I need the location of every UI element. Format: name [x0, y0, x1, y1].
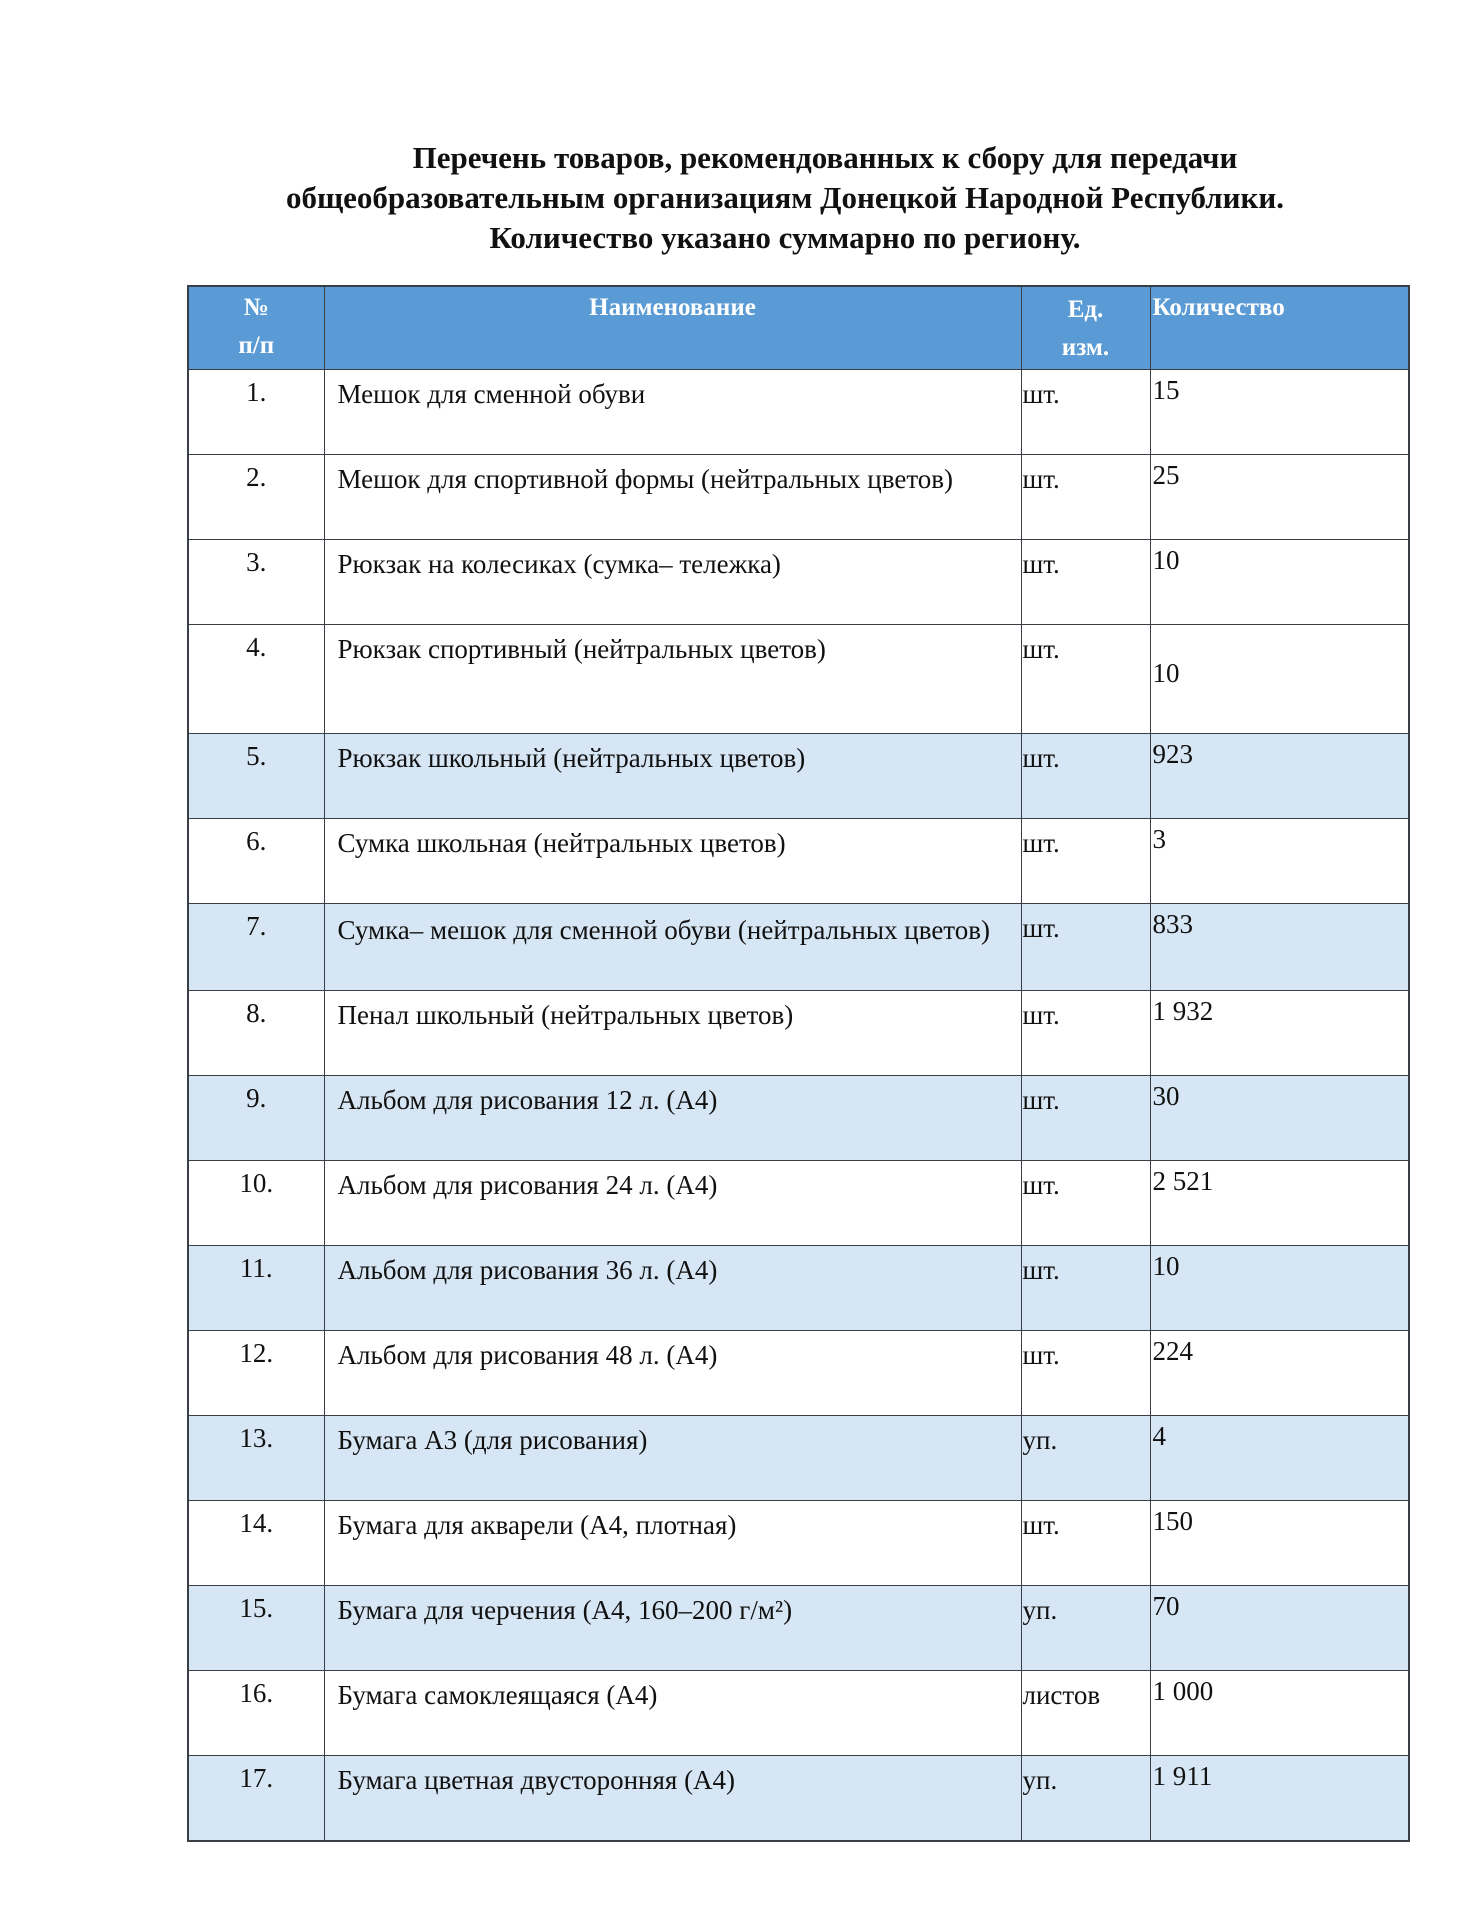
row-name: Бумага А3 (для рисования)	[324, 1416, 1021, 1501]
header-quantity: Количество	[1150, 286, 1409, 370]
row-number: 14.	[188, 1501, 324, 1586]
row-number: 17.	[188, 1756, 324, 1842]
row-unit: шт.	[1021, 1331, 1150, 1416]
row-unit: шт.	[1021, 991, 1150, 1076]
row-quantity: 10	[1150, 625, 1409, 734]
table-row	[188, 904, 1409, 991]
row-name: Альбом для рисования 48 л. (А4)	[324, 1331, 1021, 1416]
row-unit: уп.	[1021, 1756, 1150, 1842]
row-name: Альбом для рисования 24 л. (А4)	[324, 1161, 1021, 1246]
table-row	[188, 1501, 1409, 1586]
header-name: Наименование	[324, 286, 1021, 370]
row-number: 13.	[188, 1416, 324, 1501]
row-number: 6.	[188, 819, 324, 904]
row-unit: листов	[1021, 1671, 1150, 1756]
row-unit: шт.	[1021, 1501, 1150, 1586]
row-quantity: 10	[1150, 540, 1409, 625]
row-name: Рюкзак на колесиках (сумка– тележка)	[324, 540, 1021, 625]
row-quantity: 70	[1150, 1586, 1409, 1671]
row-quantity: 1 911	[1150, 1756, 1409, 1842]
row-number: 16.	[188, 1671, 324, 1756]
row-name: Альбом для рисования 12 л. (А4)	[324, 1076, 1021, 1161]
row-quantity: 1 932	[1150, 991, 1409, 1076]
row-number: 9.	[188, 1076, 324, 1161]
header-unit	[1021, 286, 1150, 370]
table-row	[188, 734, 1409, 819]
title-line-2: общеобразовательным организациям Донецкой Народной Республики.	[286, 180, 1284, 215]
row-quantity: 833	[1150, 904, 1409, 991]
row-name: Сумка школьная (нейтральных цветов)	[324, 819, 1021, 904]
table-row	[188, 1416, 1409, 1501]
table-row	[188, 991, 1409, 1076]
table-row	[188, 1331, 1409, 1416]
row-name: Бумага цветная двусторонняя (А4)	[324, 1756, 1021, 1842]
row-unit: шт.	[1021, 819, 1150, 904]
row-unit: шт.	[1021, 904, 1150, 991]
table-row	[188, 625, 1409, 734]
row-unit: шт.	[1021, 1161, 1150, 1246]
row-number: 15.	[188, 1586, 324, 1671]
goods-table	[187, 285, 1410, 1842]
row-quantity: 25	[1150, 455, 1409, 540]
row-name: Бумага для акварели (А4, плотная)	[324, 1501, 1021, 1586]
row-name: Бумага для черчения (А4, 160–200 г/м²)	[324, 1586, 1021, 1671]
row-number: 3.	[188, 540, 324, 625]
row-number: 10.	[188, 1161, 324, 1246]
row-name: Рюкзак школьный (нейтральных цветов)	[324, 734, 1021, 819]
row-number: 4.	[188, 625, 324, 734]
row-quantity: 30	[1150, 1076, 1409, 1161]
header-unit-line2: изм.	[1061, 334, 1110, 361]
row-unit: уп.	[1021, 1416, 1150, 1501]
header-unit-line1: Ед.	[1067, 296, 1104, 323]
table-header-row	[188, 286, 1409, 370]
row-number: 2.	[188, 455, 324, 540]
row-name: Мешок для сменной обуви	[324, 370, 1021, 455]
title-line-3: Количество указано суммарно по региону.	[489, 220, 1081, 255]
row-quantity: 10	[1150, 1246, 1409, 1331]
row-name: Бумага самоклеящаяся (А4)	[324, 1671, 1021, 1756]
table-row	[188, 1246, 1409, 1331]
table-row	[188, 1756, 1409, 1842]
row-number: 5.	[188, 734, 324, 819]
row-quantity: 923	[1150, 734, 1409, 819]
row-quantity: 2 521	[1150, 1161, 1409, 1246]
row-number: 7.	[188, 904, 324, 991]
row-quantity: 15	[1150, 370, 1409, 455]
table-row	[188, 455, 1409, 540]
row-unit: шт.	[1021, 540, 1150, 625]
row-unit: шт.	[1021, 455, 1150, 540]
row-number: 11.	[188, 1246, 324, 1331]
table-row	[188, 1161, 1409, 1246]
title-line-1: Перечень товаров, рекомендованных к сбору для передачи	[412, 140, 1238, 175]
row-number: 12.	[188, 1331, 324, 1416]
row-unit: шт.	[1021, 734, 1150, 819]
header-number	[188, 286, 324, 370]
document-title	[230, 138, 1340, 258]
row-unit: уп.	[1021, 1586, 1150, 1671]
table-row	[188, 819, 1409, 904]
header-number-label: п/п	[238, 332, 275, 359]
row-name: Альбом для рисования 36 л. (А4)	[324, 1246, 1021, 1331]
table-row	[188, 1671, 1409, 1756]
row-name: Пенал школьный (нейтральных цветов)	[324, 991, 1021, 1076]
row-unit: шт.	[1021, 1076, 1150, 1161]
row-name: Рюкзак спортивный (нейтральных цветов)	[324, 625, 1021, 734]
row-quantity: 150	[1150, 1501, 1409, 1586]
row-quantity: 4	[1150, 1416, 1409, 1501]
row-number: 1.	[188, 370, 324, 455]
row-name: Мешок для спортивной формы (нейтральных цветов)	[324, 455, 1021, 540]
table-row	[188, 540, 1409, 625]
header-number-sign: №	[243, 294, 269, 321]
row-unit: шт.	[1021, 1246, 1150, 1331]
row-unit: шт.	[1021, 370, 1150, 455]
table-row	[188, 370, 1409, 455]
row-quantity: 3	[1150, 819, 1409, 904]
row-number: 8.	[188, 991, 324, 1076]
row-quantity: 224	[1150, 1331, 1409, 1416]
table-row	[188, 1076, 1409, 1161]
row-quantity: 1 000	[1150, 1671, 1409, 1756]
row-name: Сумка– мешок для сменной обуви (нейтральных цветов)	[324, 904, 1021, 991]
table-row	[188, 1586, 1409, 1671]
row-unit: шт.	[1021, 625, 1150, 734]
